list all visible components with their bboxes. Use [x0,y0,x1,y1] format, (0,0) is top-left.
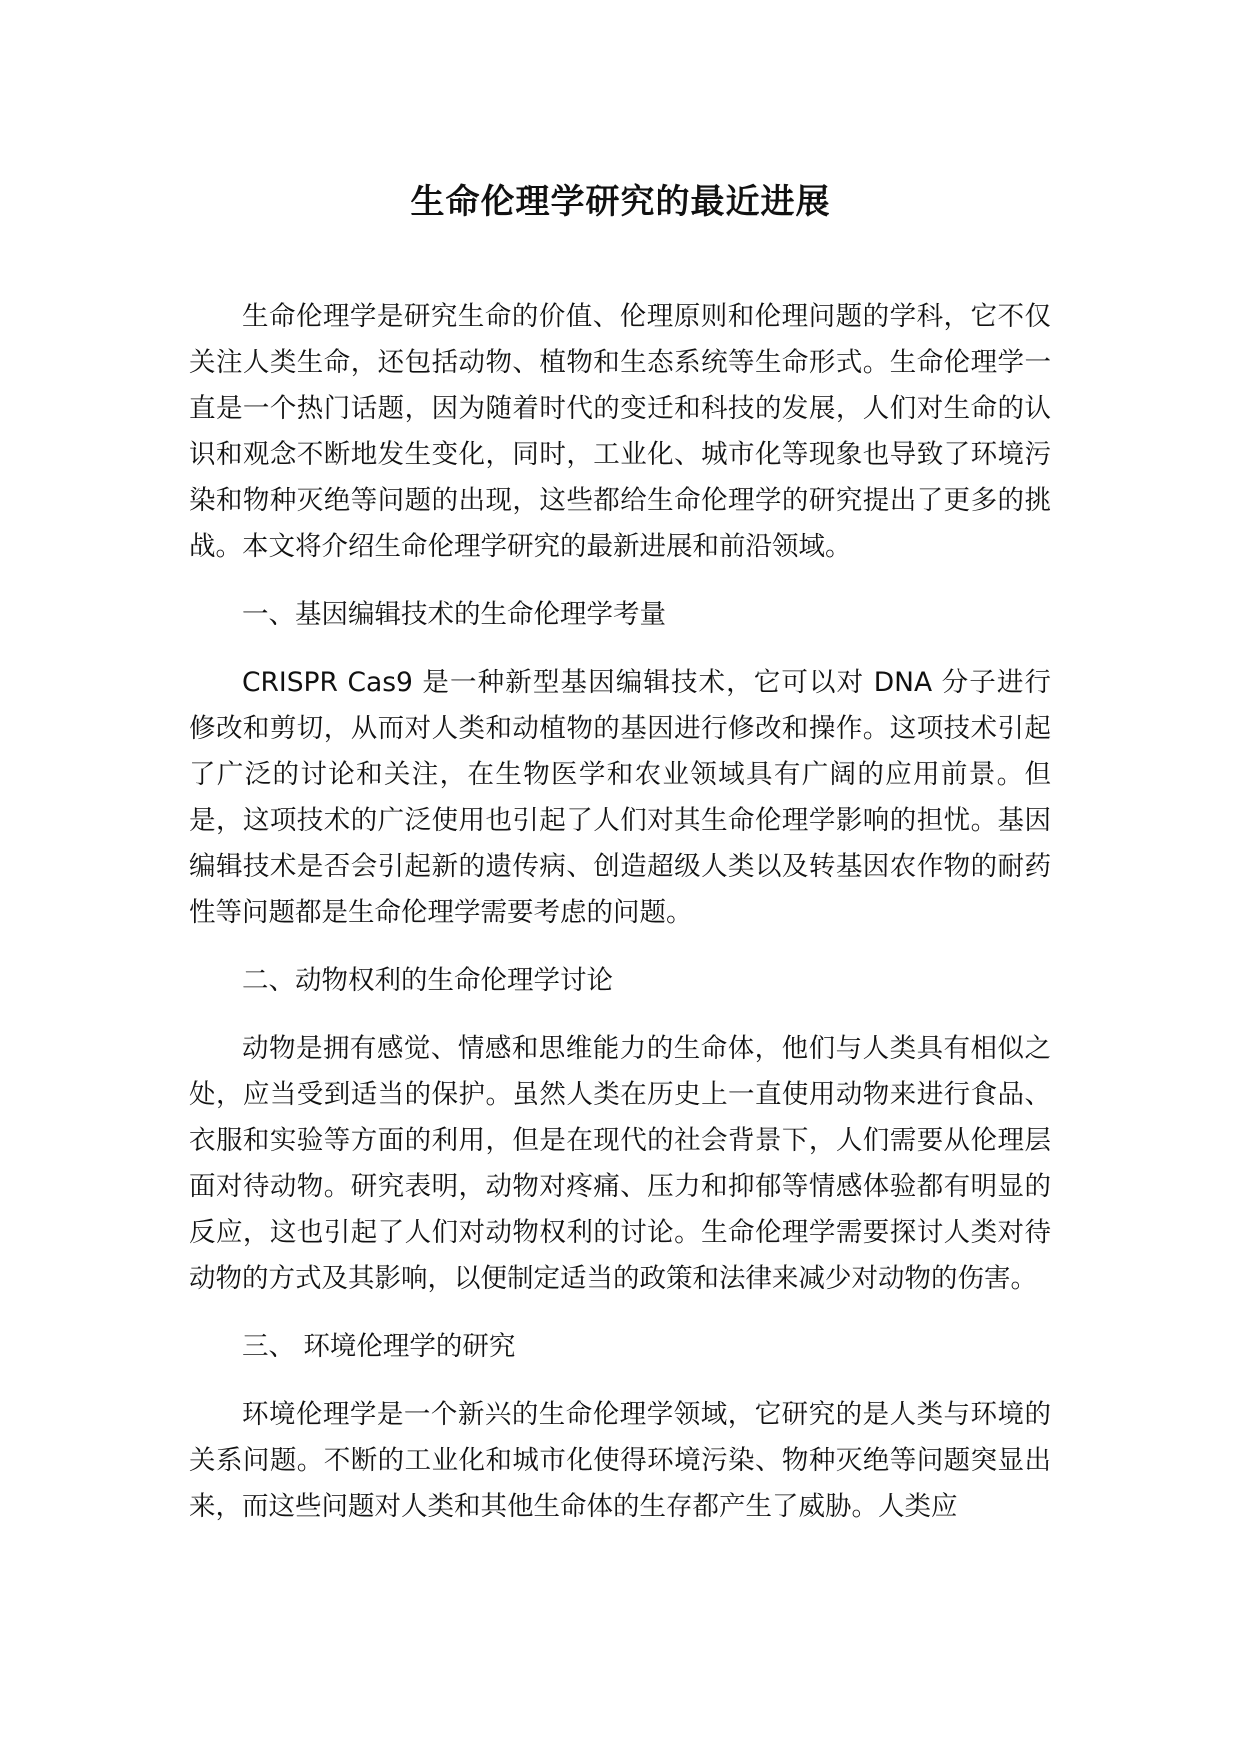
section-heading-2: 二、动物权利的生命伦理学讨论 [242,965,613,996]
section-heading-1: 一、基因编辑技术的生命伦理学考量 [242,599,666,630]
section-heading-3: 三、 环境伦理学的研究 [242,1331,516,1362]
document-body [189,294,1051,1552]
intro-paragraph: 生命伦理学是研究生命的价值、伦理原则和伦理问题的学科，它不仅关注人类生命，还包括动物、植物和生态系统等生命形式。生命伦理学一直是一个热门话题，因为随着时代的变迁和科技的发展，人们对生命的认识和观念不断地发生变化，同时，工业化、城市化等现象也导致了环境污染和物种灭绝等问题的出现，这些都给生命伦理学的研究提出了更多的挑战。本文将介绍生命伦理学研究的最新进展和前沿领域。 [189,301,1051,562]
section-paragraph-1: CRISPR Cas9 是一种新型基因编辑技术，它可以对 DNA 分子进行修改和剪切，从而对人类和动植物的基因进行修改和操作。这项技术引起了广泛的讨论和关注，在生物医学和农业领域具有广阔的应用前景。但是，这项技术的广泛使用也引起了人们对其生命伦理学影响的担忧。基因编辑技术是否会引起新的遗传病、创造超级人类以及转基因农作物的耐药性等问题都是生命伦理学需要考虑的问题。 [189,667,1051,928]
section-paragraph-2: 动物是拥有感觉、情感和思维能力的生命体，他们与人类具有相似之处，应当受到适当的保护。虽然人类在历史上一直使用动物来进行食品、衣服和实验等方面的利用，但是在现代的社会背景下，人们需要从伦理层面对待动物。研究表明，动物对疼痛、压力和抑郁等情感体验都有明显的反应，这也引起了人们对动物权利的讨论。生命伦理学需要探讨人类对待动物的方式及其影响，以便制定适当的政策和法律来减少对动物的伤害。 [189,1033,1051,1294]
document-title: 生命伦理学研究的最近进展 [410,182,831,222]
section-paragraph-3: 环境伦理学是一个新兴的生命伦理学领域，它研究的是人类与环境的关系问题。不断的工业化和城市化使得环境污染、物种灭绝等问题突显出来，而这些问题对人类和其他生命体的生存都产生了威胁。人类应 [189,1399,1051,1522]
